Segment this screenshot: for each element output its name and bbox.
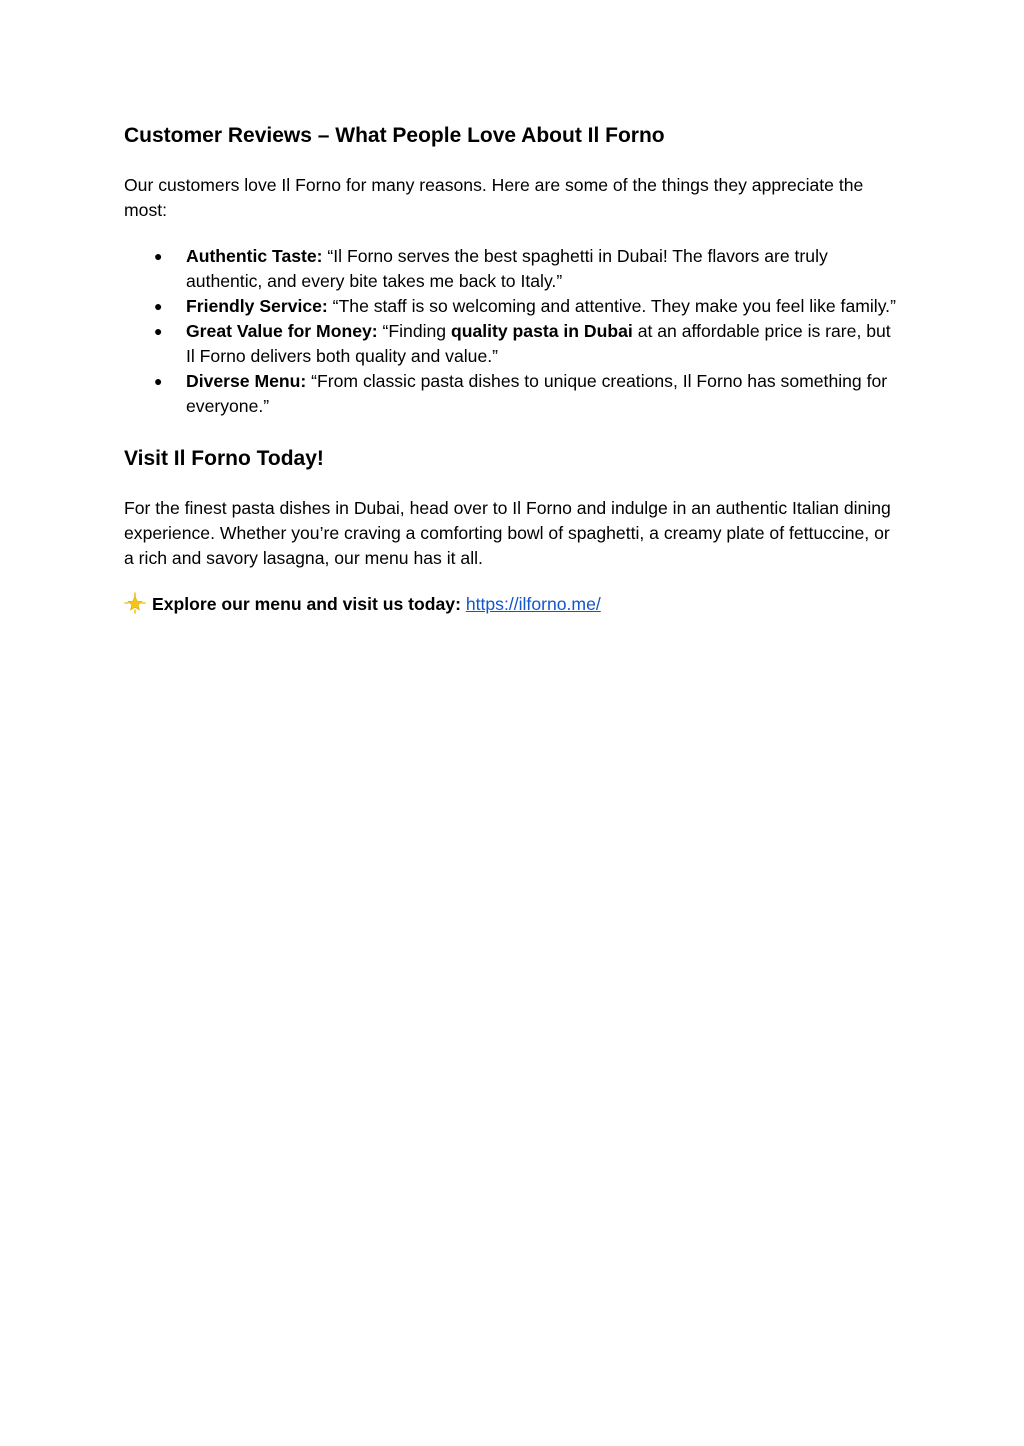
visit-body: For the finest pasta dishes in Dubai, head over to Il Forno and indulge in an authentic Italian dining experience. Whether you’re craving a comforting bowl of spaghetti, a creamy plate of fettuccine, or a rich and savory lasagna, our menu has it all.: [124, 498, 891, 568]
review-text: “Il Forno serves the best spaghetti in Dubai! The flavors are truly authentic, and every bite takes me back to Italy.”: [186, 246, 828, 291]
reviews-list: [124, 244, 896, 419]
glowing-star-icon: [124, 592, 146, 614]
cta-line: [124, 592, 896, 617]
review-text-before: “Finding: [377, 321, 451, 341]
review-emphasis: quality pasta in Dubai: [450, 321, 633, 341]
reviews-heading: Customer Reviews – What People Love About Il Forno: [124, 124, 665, 147]
review-label: Great Value for Money:: [186, 321, 378, 341]
list-item: [154, 369, 896, 419]
review-label: Authentic Taste:: [186, 246, 323, 266]
list-item: [154, 294, 896, 319]
review-text: “The staff is so welcoming and attentive. They make you feel like family.”: [327, 296, 896, 316]
review-text: “From classic pasta dishes to unique creations, Il Forno has something for everyone.”: [186, 371, 888, 416]
list-item: [154, 244, 896, 294]
visit-heading: Visit Il Forno Today!: [124, 447, 324, 470]
review-label: Friendly Service:: [186, 296, 328, 316]
review-label: Diverse Menu:: [186, 371, 307, 391]
bullet: ●: [154, 373, 163, 389]
menu-link[interactable]: https://ilforno.me/: [465, 594, 601, 614]
reviews-intro: Our customers love Il Forno for many reasons. Here are some of the things they appreciate the most:: [124, 175, 864, 220]
bullet: ●: [154, 248, 163, 264]
cta-label: Explore our menu and visit us today:: [152, 594, 461, 614]
bullet: ●: [154, 323, 163, 339]
list-item: [154, 319, 896, 369]
document-page: [124, 118, 896, 617]
review-text-after: at an affordable price is rare, but Il Forno delivers both quality and value.”: [186, 321, 891, 366]
bullet: ●: [154, 298, 163, 314]
